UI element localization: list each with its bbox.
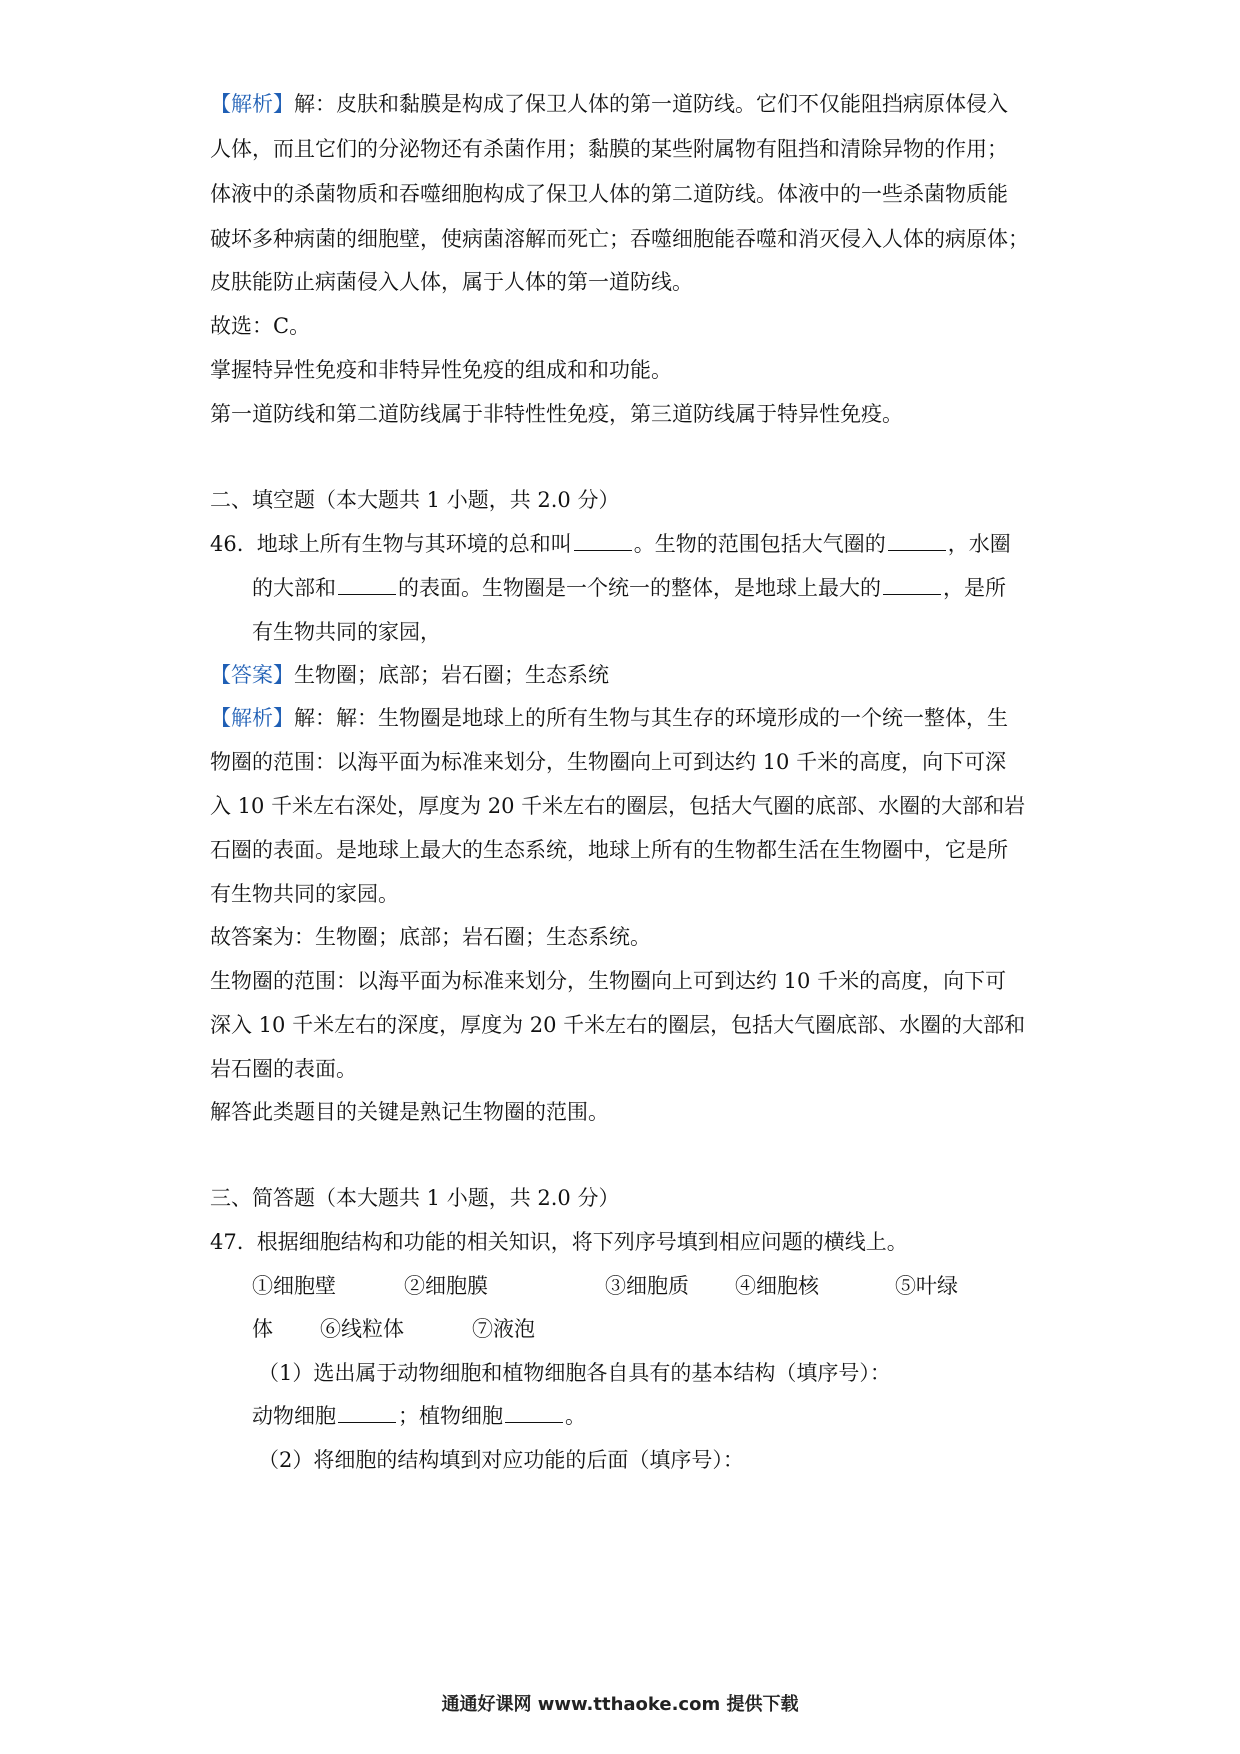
question-47-line [210, 1227, 1040, 1257]
result-line: 故答案为：生物圈；底部；岩石圈；生态系统。 [210, 925, 651, 949]
question-text: ，是所 [943, 576, 1006, 600]
analysis-46-line-5: 有生物共同的家园。 [210, 882, 399, 906]
analysis-text: 解：皮肤和黏膜是构成了保卫人体的第一道防线。它们不仅能阻挡病原体侵入 [294, 92, 1008, 116]
explain-line-1: 生物圈的范围：以海平面为标准来划分，生物圈向上可到达约 10 千米的高度，向下可 [210, 969, 1007, 993]
analysis-46-line-3: 入 10 千米左右深处，厚度为 20 千米左右的圈层，包括大气圈的底部、水圈的大部和岩 [210, 794, 1026, 818]
analysis-tag: 【解析】 [210, 706, 294, 730]
analysis-tag: 【解析】 [210, 92, 294, 116]
question-text: 。生物的范围包括大气圈的 [633, 532, 886, 556]
page-footer: 通通好课网 www.tthaoke.com 提供下载 [441, 1694, 799, 1715]
note-line-1: 掌握特异性免疫和非特异性免疫的组成和和功能。 [210, 358, 672, 382]
question-number: 46. [210, 532, 244, 556]
answer-blank[interactable] [338, 574, 396, 595]
choice-line: 故选：C。 [210, 314, 311, 338]
note-line-2: 第一道防线和第二道防线属于非特性性免疫，第三道防线属于特异性免疫。 [210, 402, 903, 426]
option-5-cont: 体 [252, 1317, 273, 1341]
plant-cell-blank[interactable] [505, 1402, 563, 1423]
option-4: ④细胞核 [735, 1274, 819, 1298]
key-line: 解答此类题目的关键是熟记生物圈的范围。 [210, 1100, 609, 1124]
answer-blank[interactable] [888, 530, 946, 551]
analysis-line-2: 人体，而且它们的分泌物还有杀菌作用；黏膜的某些附属物有阻挡和清除异物的作用； [210, 137, 1008, 161]
explain-line-2: 深入 10 千米左右的深度，厚度为 20 千米左右的圈层，包括大气圈底部、水圈的大部和 [210, 1013, 1026, 1037]
option-3: ③细胞质 [605, 1274, 689, 1298]
question-46-line-3: 有生物共同的家园， [252, 620, 441, 644]
period: 。 [565, 1404, 586, 1428]
option-5: ⑤叶绿 [895, 1274, 958, 1298]
question-text: 地球上所有生物与其环境的总和叫 [256, 532, 572, 556]
analysis-line-1 [210, 89, 1040, 119]
analysis-46-line-4: 石圈的表面。是地球上最大的生态系统，地球上所有的生物都生活在生物圈中，它是所 [210, 838, 1008, 862]
analysis-line-5: 皮肤能防止病菌侵入人体，属于人体的第一道防线。 [210, 270, 693, 294]
explain-line-3: 岩石圈的表面。 [210, 1057, 357, 1081]
animal-cell-blank[interactable] [338, 1402, 396, 1423]
question-number: 47. [210, 1230, 244, 1254]
subquestion-2: （2）将细胞的结构填到对应功能的后面（填序号）： [258, 1448, 744, 1472]
question-46-line-2 [252, 573, 1082, 603]
question-text: ，水圈 [947, 532, 1011, 556]
section-heading-short-answer: 三、简答题（本大题共 1 小题，共 2.0 分） [210, 1186, 620, 1210]
option-7: ⑦液泡 [472, 1317, 535, 1341]
option-6: ⑥线粒体 [320, 1317, 404, 1341]
analysis-46-line-2: 物圈的范围：以海平面为标准来划分，生物圈向上可到达约 10 千米的高度，向下可深 [210, 750, 1007, 774]
analysis-text: 解：解：生物圈是地球上的所有生物与其生存的环境形成的一个统一整体，生 [294, 706, 1008, 730]
section-heading-fill-blank: 二、填空题（本大题共 1 小题，共 2.0 分） [210, 488, 620, 512]
subquestion-1-answer-line [252, 1401, 1082, 1431]
analysis-line-4: 破坏多种病菌的细胞壁，使病菌溶解而死亡；吞噬细胞能吞噬和消灭侵入人体的病原体； [210, 227, 1029, 251]
option-2: ②细胞膜 [404, 1274, 488, 1298]
answer-tag: 【答案】 [210, 663, 294, 687]
question-text: 根据细胞结构和功能的相关知识，将下列序号填到相应问题的横线上。 [256, 1230, 908, 1254]
answer-blank[interactable] [574, 530, 632, 551]
answer-text: 生物圈；底部；岩石圈；生态系统 [294, 663, 609, 687]
plant-cell-label: ；植物细胞 [398, 1404, 503, 1428]
answer-line [210, 660, 1040, 690]
animal-cell-label: 动物细胞 [252, 1404, 336, 1428]
subquestion-1: （1）选出属于动物细胞和植物细胞各自具有的基本结构（填序号）： [258, 1361, 891, 1385]
analysis-46-line-1 [210, 703, 1040, 733]
question-text: 的大部和 [252, 576, 336, 600]
option-1: ①细胞壁 [252, 1274, 336, 1298]
question-text: 的表面。生物圈是一个统一的整体，是地球上最大的 [398, 576, 881, 600]
analysis-line-3: 体液中的杀菌物质和吞噬细胞构成了保卫人体的第二道防线。体液中的一些杀菌物质能 [210, 182, 1008, 206]
question-46-line-1 [210, 529, 1040, 559]
answer-blank[interactable] [883, 574, 941, 595]
